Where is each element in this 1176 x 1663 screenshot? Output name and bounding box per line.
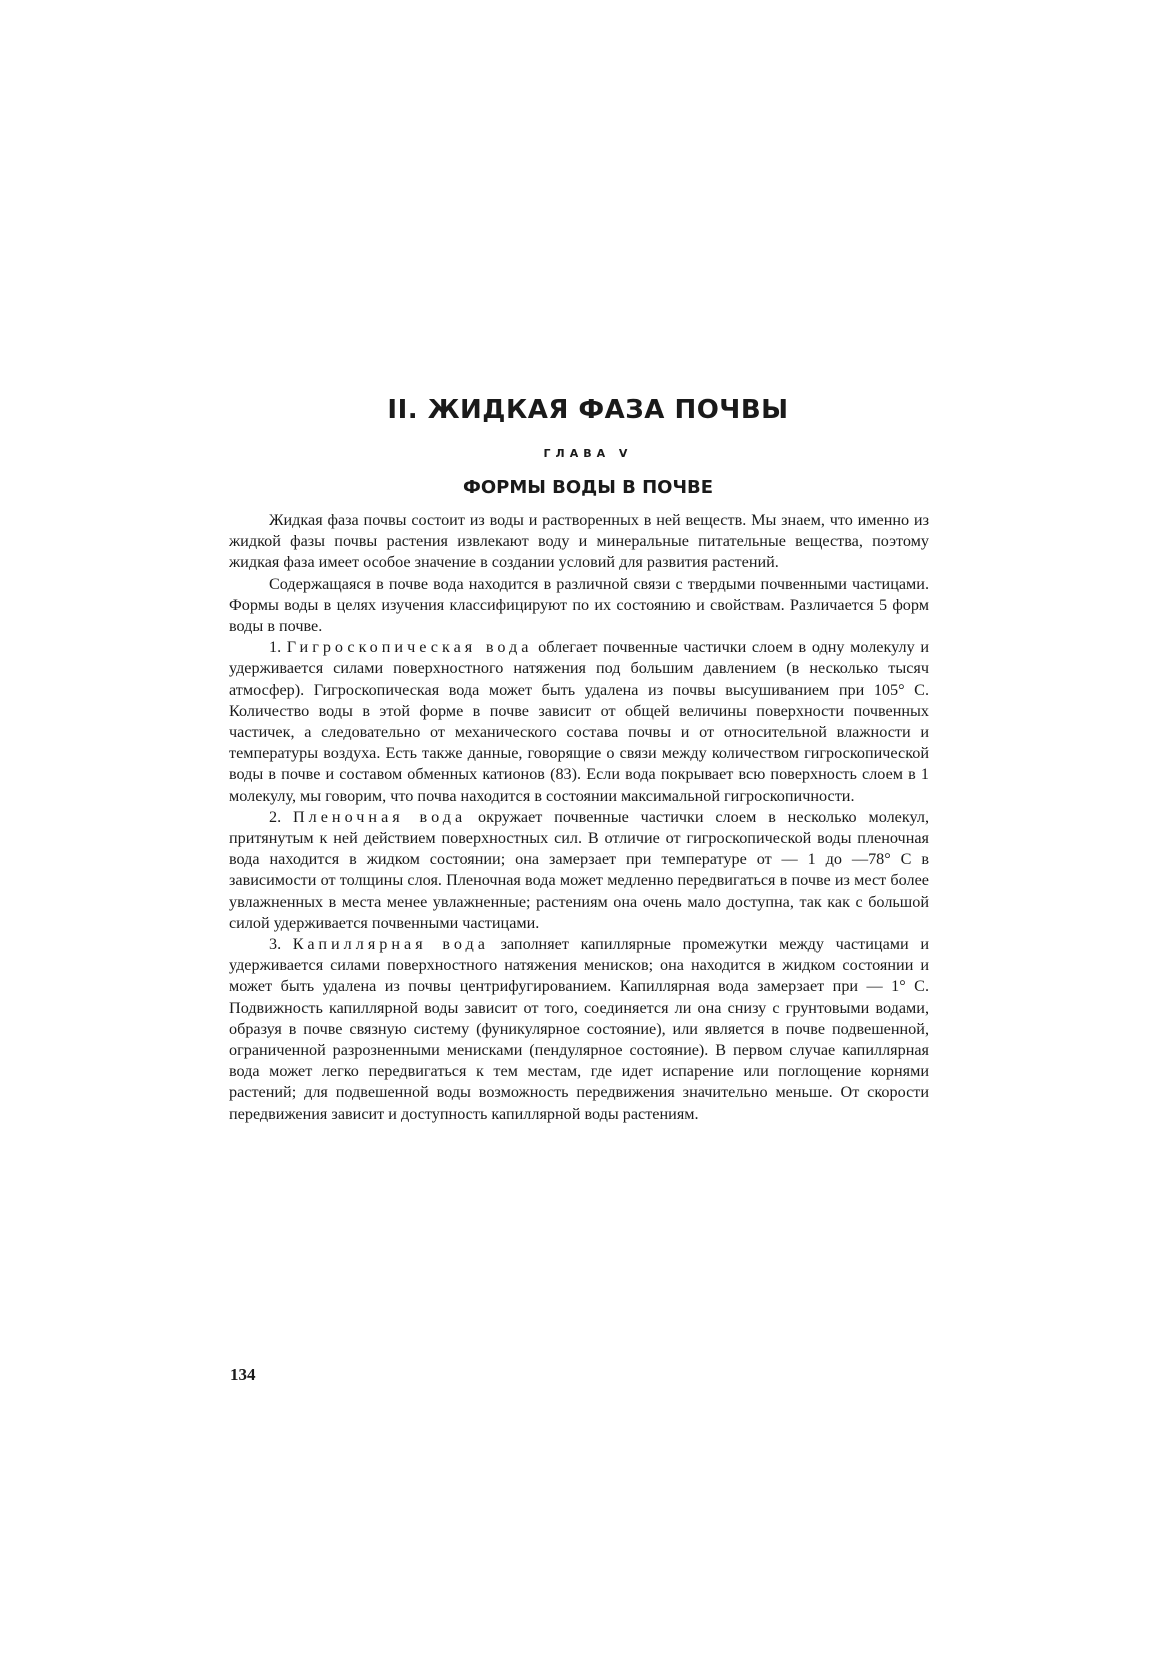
item-number: 1. (269, 638, 282, 657)
term-hygroscopic-water: Гигроскопическая вода (286, 638, 533, 657)
page-number: 134 (230, 1365, 256, 1384)
paragraph-text: окружает почвенные частички слоем в несколько молекул, притянутым к ней действием поверхностных сил. В отличие от гигроскопической воды пленочная вода находится в жидком состоянии; она замерзает при температуре от — 1 до —78° С в зависимости от толщины слоя. Пленочная вода может медленно передвигаться в почве из мест более увлажненных в места менее увлажненные; растениям она очень мало доступна, так как с большой силой удерживается почвенными частицами. (229, 807, 929, 932)
paragraph-text: заполняет капиллярные промежутки между частицами и удерживается силами поверхностного натяжения менисков; она находится в жидком состоянии и может быть удалена из почвы центрифугированием. Капиллярная вода замерзает при — 1° С. Подвижность капиллярной воды зависит от того, соединяется ли она снизу с грунтовыми водами, образуя в почве связную систему (фуникулярное состояние), или является в почве подвешенной, ограниченной разрозненными менисками (пендулярное состояние). В первом случае капиллярная вода может легко передвигаться к тем местам, где идет испарение или поглощение корнями растений; для подвешенной воды возможность передвижения значительно меньше. От скорости передвижения зависит и доступность капиллярной воды растениям. (229, 935, 929, 1123)
item-number: 2. (269, 807, 282, 826)
term-capillary-water: Капиллярная вода (292, 935, 489, 954)
chapter-label: ГЛАВА V (543, 447, 633, 460)
term-film-water: Пленочная вода (292, 807, 467, 826)
paragraph-capillary-water (229, 934, 929, 1125)
item-number: 3. (269, 935, 282, 954)
chapter-title: ФОРМЫ ВОДЫ В ПОЧВЕ (462, 477, 714, 498)
paragraph-film-water (229, 807, 929, 934)
paragraph-text: облегает почвенные частички слоем в одну молекулу и удерживается силами поверхностного натяжения под большим давлением (в несколько тысяч атмосфер). Гигроскопическая вода может быть удалена из почвы высушиванием при 105° С. Количество воды в этой форме в почве зависит от общей величины поверхности почвенных частичек, а следовательно от механического состава почвы и от относительной влажности и температуры воздуха. Есть также данные, говорящие о связи между количеством гигроскопической воды в почве и составом обменных катионов (83). Если вода покрывает всю поверхность слоем в 1 молекулу, мы говорим, что почва находится в состоянии максимальной гигроскопичности. (229, 638, 929, 805)
body-text (229, 510, 929, 1125)
paragraph-intro: Жидкая фаза почвы состоит из воды и растворенных в ней веществ. Мы знаем, что именно из жидкой фазы почвы растения извлекают воду и минеральные питательные вещества, поэтому жидкая фаза имеет особое значение в создании условий для развития растений. (229, 511, 929, 572)
paragraph-forms: Содержащаяся в почве вода находится в различной связи с твердыми почвенными частицами. Формы воды в целях изучения классифицируют по их состоянию и свойствам. Различается 5 форм воды в почве. (229, 574, 929, 636)
paragraph-hygroscopic-water (229, 637, 929, 807)
part-title: II. ЖИДКАЯ ФАЗА ПОЧВЫ (387, 395, 789, 425)
